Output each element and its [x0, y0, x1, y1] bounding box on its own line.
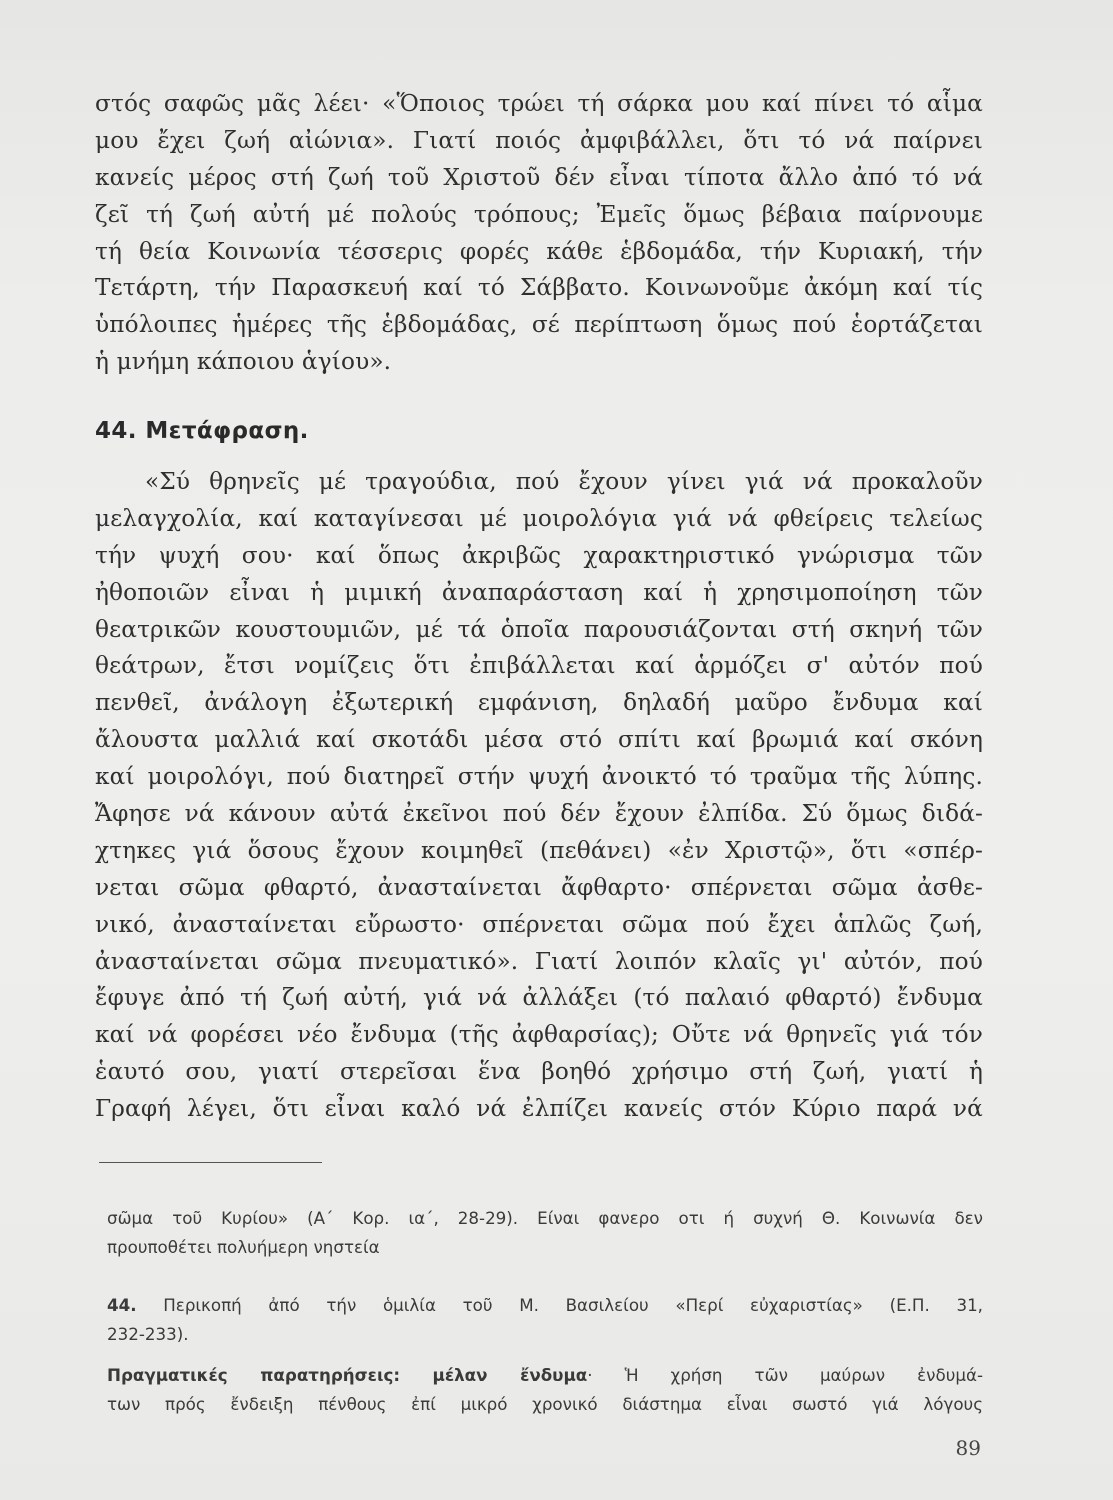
text-line: καί νά φορέσει νέο ἔνδυμα (τῆς ἀφθαρσίας); Οὔτε νά θρηνεῖς γιά τόν	[95, 1021, 983, 1049]
footnote-separator	[99, 1162, 322, 1163]
paragraph-1	[95, 86, 983, 381]
footnote-line	[107, 1291, 983, 1320]
footnote-line: των πρός ἔνδειξη πένθους ἐπί μικρό χρονικό διάστημα εἶναι σωστό γιά λόγους	[107, 1394, 983, 1414]
text-line: μελαγχολία, καί καταγίνεσαι μέ μοιρολόγια γιά νά φθείρεις τελείως	[95, 504, 983, 532]
paragraph-2	[95, 464, 983, 1128]
remarks-title: Πραγματικές παρατηρήσεις: μέλαν ἔνδυμα	[107, 1365, 588, 1385]
text-line: πενθεῖ, ἀνάλογη ἐξωτερική εμφάνιση, δηλαδή μαῦρο ἔνδυμα καί	[95, 689, 983, 717]
footnote-line: προυποθέτει πολυήμερη νηστεία	[107, 1237, 380, 1257]
text-line: Ἄφησε νά κάνουν αὐτά ἐκεῖνοι πού δέν ἔχουν ἐλπίδα. Σύ ὅμως διδά-	[95, 800, 983, 828]
text-line: τήν ψυχή σου· καί ὅπως ἀκριβῶς χαρακτηριστικό γνώρισμα τῶν	[95, 541, 983, 569]
remarks-note	[107, 1361, 983, 1419]
text-line: τή θεία Κοινωνία τέσσερις φορές κάθε ἑβδομάδα, τήν Κυριακή, τήν	[95, 237, 983, 265]
text-line: θεατρικῶν κουστουμιῶν, μέ τά ὁποῖα παρουσιάζονται στή σκηνή τῶν	[95, 615, 983, 643]
footnote-line: 232-233).	[107, 1324, 189, 1344]
footnote-line: σῶμα τοῦ Κυρίου» (Α΄ Κορ. ια΄, 28-29). Είναι φανερο οτι ή συχνή Θ. Κοινωνία δεν	[107, 1208, 983, 1228]
text-line: ζεῖ τή ζωή αὐτή μέ πολούς τρόπους; Ἐμεῖς ὅμως βέβαια παίρνουμε	[95, 200, 983, 228]
text-line: ἄλουστα μαλλιά καί σκοτάδι μέσα στό σπίτι καί βρωμιά καί σκόνη	[95, 726, 983, 754]
text-line: ἡ μνήμη κάποιου ἁγίου».	[95, 348, 392, 376]
text-line: νικό, ἀνασταίνεται εὔρωστο· σπέρνεται σῶμα πού ἔχει ἁπλῶς ζωή,	[95, 910, 983, 938]
text-line: καί μοιρολόγι, πού διατηρεῖ στήν ψυχή ἀνοικτό τό τραῦμα τῆς λύπης.	[95, 763, 983, 791]
footnote-text: Περικοπή ἀπό τήν ὁμιλία τοῦ Μ. Βασιλείου «Περί εὐχαριστίας» (Ε.Π. 31,	[163, 1295, 983, 1315]
text-line: ἑαυτό σου, γιατί στερεῖσαι ἕνα βοηθό χρήσιμο στή ζωή, γιατί ἡ	[95, 1058, 983, 1086]
text-line: ἀνασταίνεται σῶμα πνευματικό». Γιατί λοιπόν κλαῖς γι' αὐτόν, πού	[95, 947, 983, 975]
text-line: Γραφή λέγει, ὅτι εἶναι καλό νά ἐλπίζει κανείς στόν Κύριο παρά νά	[95, 1095, 983, 1123]
footnote-line: Πραγματικές παρατηρήσεις: μέλαν ἔνδυμα· Ἡ χρήση τῶν μαύρων ἐνδυμά-	[107, 1365, 983, 1385]
text-line: κανείς μέρος στή ζωή τοῦ Χριστοῦ δέν εἶναι τίποτα ἄλλο ἀπό τό νά	[95, 163, 983, 191]
text-line: ἠθοποιῶν εἶναι ἡ μιμική ἀναπαράσταση καί ἡ χρησιμοποίηση τῶν	[95, 578, 983, 606]
text-line: Τετάρτη, τήν Παρασκευή καί τό Σάββατο. Κοινωνοῦμε ἀκόμη καί τίς	[95, 274, 983, 302]
remarks-text: Ἡ χρήση τῶν μαύρων ἐνδυμά-	[624, 1365, 983, 1385]
text-line: ὑπόλοιπες ἡμέρες τῆς ἑβδομάδας, σέ περίπτωση ὅμως πού ἑορτάζεται	[95, 311, 983, 339]
text-line: θεάτρων, ἔτσι νομίζεις ὅτι ἐπιβάλλεται καί ἁρμόζει σ' αὐτόν πού	[95, 652, 983, 680]
text-line: χτηκες γιά ὅσους ἔχουν κοιμηθεῖ (πεθάνει) «ἐν Χριστῷ», ὅτι «σπέρ-	[95, 836, 983, 864]
footnote-continuation	[107, 1204, 983, 1262]
text-line: «Σύ θρηνεῖς μέ τραγούδια, πού ἔχουν γίνει γιά νά προκαλοῦν	[145, 468, 983, 495]
footnote-number: 44.	[107, 1295, 137, 1315]
footnote-44	[107, 1291, 983, 1349]
text-line: ἔφυγε ἀπό τή ζωή αὐτή, γιά νά ἀλλάξει (τό παλαιό φθαρτό) ἔνδυμα	[95, 984, 983, 1012]
text-line: μου ἔχει ζωή αἰώνια». Γιατί ποιός ἀμφιβάλλει, ὅτι τό νά παίρνει	[95, 126, 983, 154]
text-line: στός σαφῶς μᾶς λέει· «Ὅποιος τρώει τή σάρκα μου καί πίνει τό αἷμα	[95, 90, 983, 117]
page-number: 89	[955, 1436, 981, 1460]
text-line: νεται σῶμα φθαρτό, ἀνασταίνεται ἄφθαρτο· σπέρνεται σῶμα ἀσθε-	[95, 873, 983, 901]
section-heading: 44. Μετάφραση.	[95, 418, 309, 444]
